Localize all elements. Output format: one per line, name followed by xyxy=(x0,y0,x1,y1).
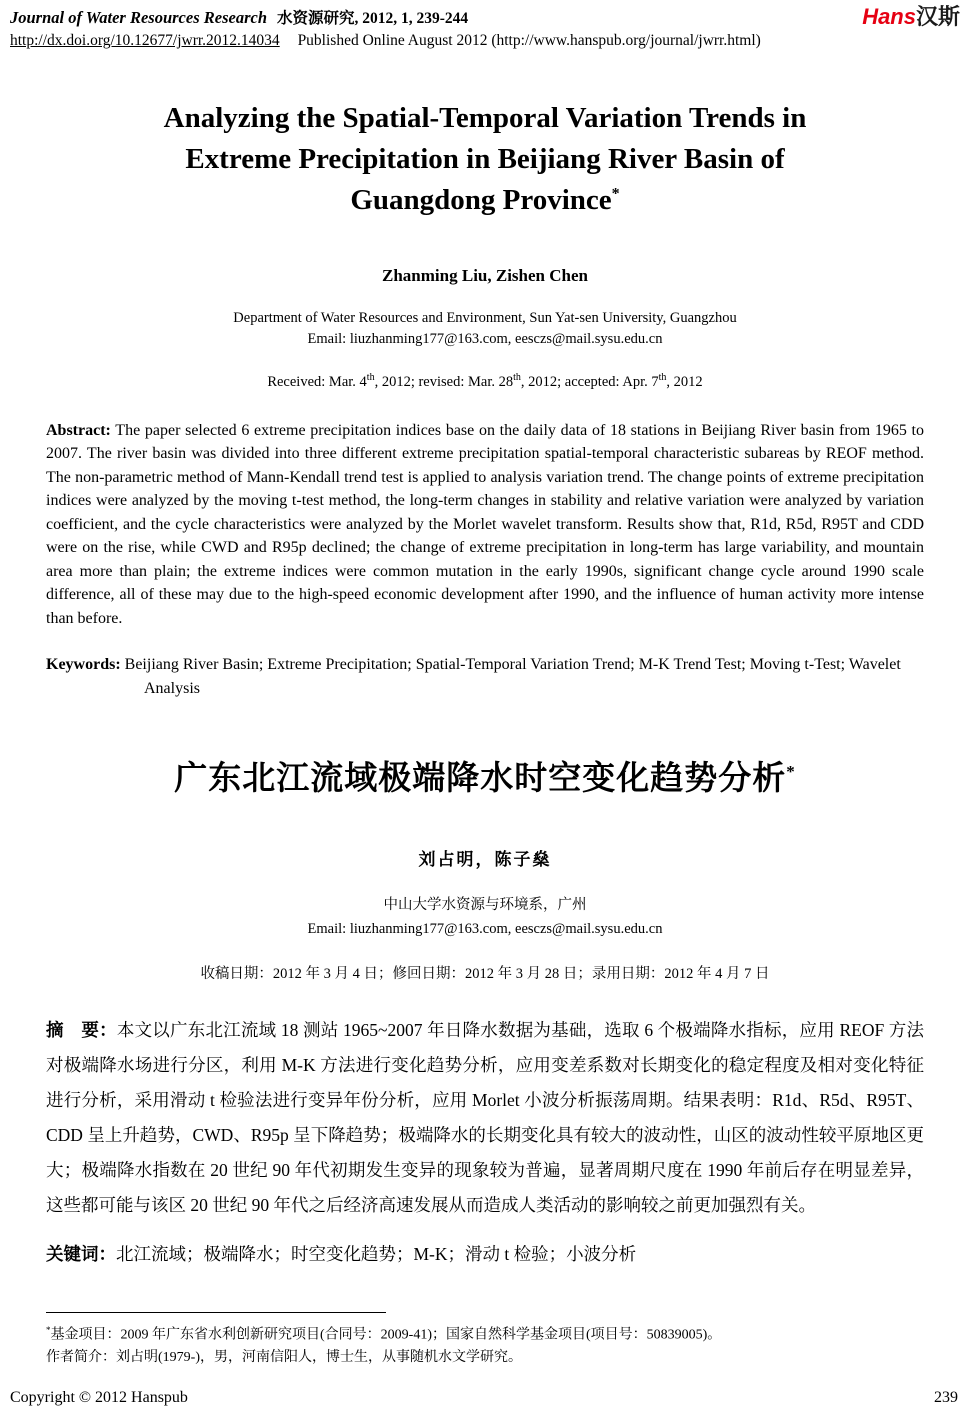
paper-title-en-line1: Analyzing the Spatial-Temporal Variation Trends in xyxy=(163,102,807,134)
email-en: Email: liuzhanming177@163.com, eesczs@mail.sysu.edu.cn xyxy=(307,331,663,348)
abstract-cn-label: 摘 要： xyxy=(46,1019,117,1040)
footnote-author-bio: 作者简介：刘占明(1979-)，男，河南信阳人，博士生，从事随机水文学研究。 xyxy=(46,1349,522,1365)
affiliation-block-cn xyxy=(10,894,960,940)
email-cn: Email: liuzhanming177@163.com, eesczs@mail.sysu.edu.cn xyxy=(307,920,663,937)
affiliation-block-en xyxy=(10,308,960,352)
hans-publisher-logo xyxy=(862,6,960,28)
abstract-cn-text: 本文以广东北江流域 18 测站 1965~2007 年日降水数据为基础，选取 6 个极端降水指标，应用 REOF 方法对极端降水场进行分区，利用 M-K 方法进行变化趋势分析，应用变差系数对长期变化的稳定程度及相对变化特征进行分析，采用滑动 t 检验法进行变异年份分析，应用 Morlet 小波分析振荡周期。结果表明：R1d、R5d、R95T、CDD 呈上升趋势，CWD、R95p 呈下降趋势；极端降水的长期变化具有较大的波动性，山区的波动性较平原地区更大；极端降水指数在 20 世纪 90 年代初期发生变异的现象较为普遍，显著周期尺度在 1990 年前后存在明显差异，这些都可能与该区 20 世纪 90 年代之后经济高速发展从而造成人类活动的影响较之前更加强烈有关。 xyxy=(46,1019,924,1215)
received-dates-en: Received: Mar. 4th, 2012; revised: Mar. 28th, 2012; accepted: Apr. 7th, 2012 xyxy=(267,372,703,390)
page-number: 239 xyxy=(934,1389,958,1406)
authors-en: Zhanming Liu, Zishen Chen xyxy=(382,265,588,285)
hans-logo-text-en: Hans xyxy=(862,4,916,29)
title-cn-footnote-mark: * xyxy=(786,762,796,782)
paper-title-en-line2: Extreme Precipitation in Beijiang River Basin of xyxy=(185,143,785,176)
abstract-en-text: The paper selected 6 extreme precipitation indices base on the daily data of 18 stations in Beijiang River basin from 1965 to 2007. The river basin was divided into three different extreme precipitation spatial-temporal characteristic subareas by REOF method. The non-parametric method of Mann-Kendall trend test is applied to analysis variation trend. The change points of extreme precipitation indices were analyzed by the moving t-test method, the long-term changes in stability and relative variation were analyzed by variation coefficient, and the cycle characteristics were analyzed by the Morlet wavelet transform. Results show that, R1d, R5d, R95T and CDD were on the rise, while CWD and R95p declined; the change of extreme precipitation in long-term has large variability, and mountain area more than plain; the extreme indices were common mutation in the early 1990s, significant change cycle around 1990 scale difference, all of these may due to the high-speed economic development after 1990, and the influence of human activity more intense than before. xyxy=(46,421,924,627)
keywords-en xyxy=(46,653,924,700)
footer-copyright: Copyright © 2012 Hanspub xyxy=(10,1389,188,1406)
received-dates-cn: 收稿日期：2012 年 3 月 4 日；修回日期：2012 年 3 月 28 日；录用日期：2012 年 4 月 7 日 xyxy=(200,965,770,982)
journal-issue-info: 水资源研究, 2012, 1, 239-244 xyxy=(277,10,469,27)
journal-header xyxy=(10,6,960,50)
journal-name: Journal of Water Resources Research xyxy=(10,8,267,27)
footnote-divider xyxy=(46,1312,386,1313)
authors-cn: 刘占明，陈子燊 xyxy=(418,850,552,870)
title-footnote-mark: * xyxy=(611,185,620,203)
doi-row xyxy=(10,32,960,50)
hans-logo-text-cn: 汉斯 xyxy=(915,4,960,29)
abstract-en-label: Abstract: xyxy=(46,421,111,439)
journal-header-row xyxy=(10,6,960,28)
footnote-block xyxy=(46,1312,934,1369)
keywords-en-label: Keywords: xyxy=(46,656,121,674)
keywords-cn-label: 关键词： xyxy=(46,1243,116,1264)
abstract-en xyxy=(46,419,924,631)
abstract-cn xyxy=(46,1013,924,1223)
affiliation-cn: 中山大学水资源与环境系，广州 xyxy=(383,897,587,914)
footnote-mark: * xyxy=(46,1325,51,1335)
page-footer xyxy=(10,1389,958,1407)
journal-title-line xyxy=(10,6,468,28)
published-info: Published Online August 2012 (http://www.hanspub.org/journal/jwrr.html) xyxy=(297,32,761,49)
paper-title-en xyxy=(10,98,960,222)
keywords-cn-text: 北江流域；极端降水；时空变化趋势；M-K；滑动 t 检验；小波分析 xyxy=(116,1243,637,1264)
keywords-cn xyxy=(46,1237,924,1272)
keywords-en-text: Beijiang River Basin; Extreme Precipitation; Spatial-Temporal Variation Trend; M-K Trend Test; Moving t-Test; Wavelet Analysis xyxy=(124,656,901,697)
affiliation-en: Department of Water Resources and Environment, Sun Yat-sen University, Guangzhou xyxy=(233,309,737,326)
footnote-funding: *基金项目：2009 年广东省水利创新研究项目(合同号：2009-41)；国家自然科学基金项目(项目号：50839005)。 xyxy=(46,1325,722,1343)
paper-title-en-line3: Guangdong Province* xyxy=(350,184,620,217)
doi-link[interactable]: http://dx.doi.org/10.12677/jwrr.2012.14034 xyxy=(10,32,280,49)
paper-title-cn: 广东北江流域极端降水时空变化趋势分析* xyxy=(174,761,796,798)
